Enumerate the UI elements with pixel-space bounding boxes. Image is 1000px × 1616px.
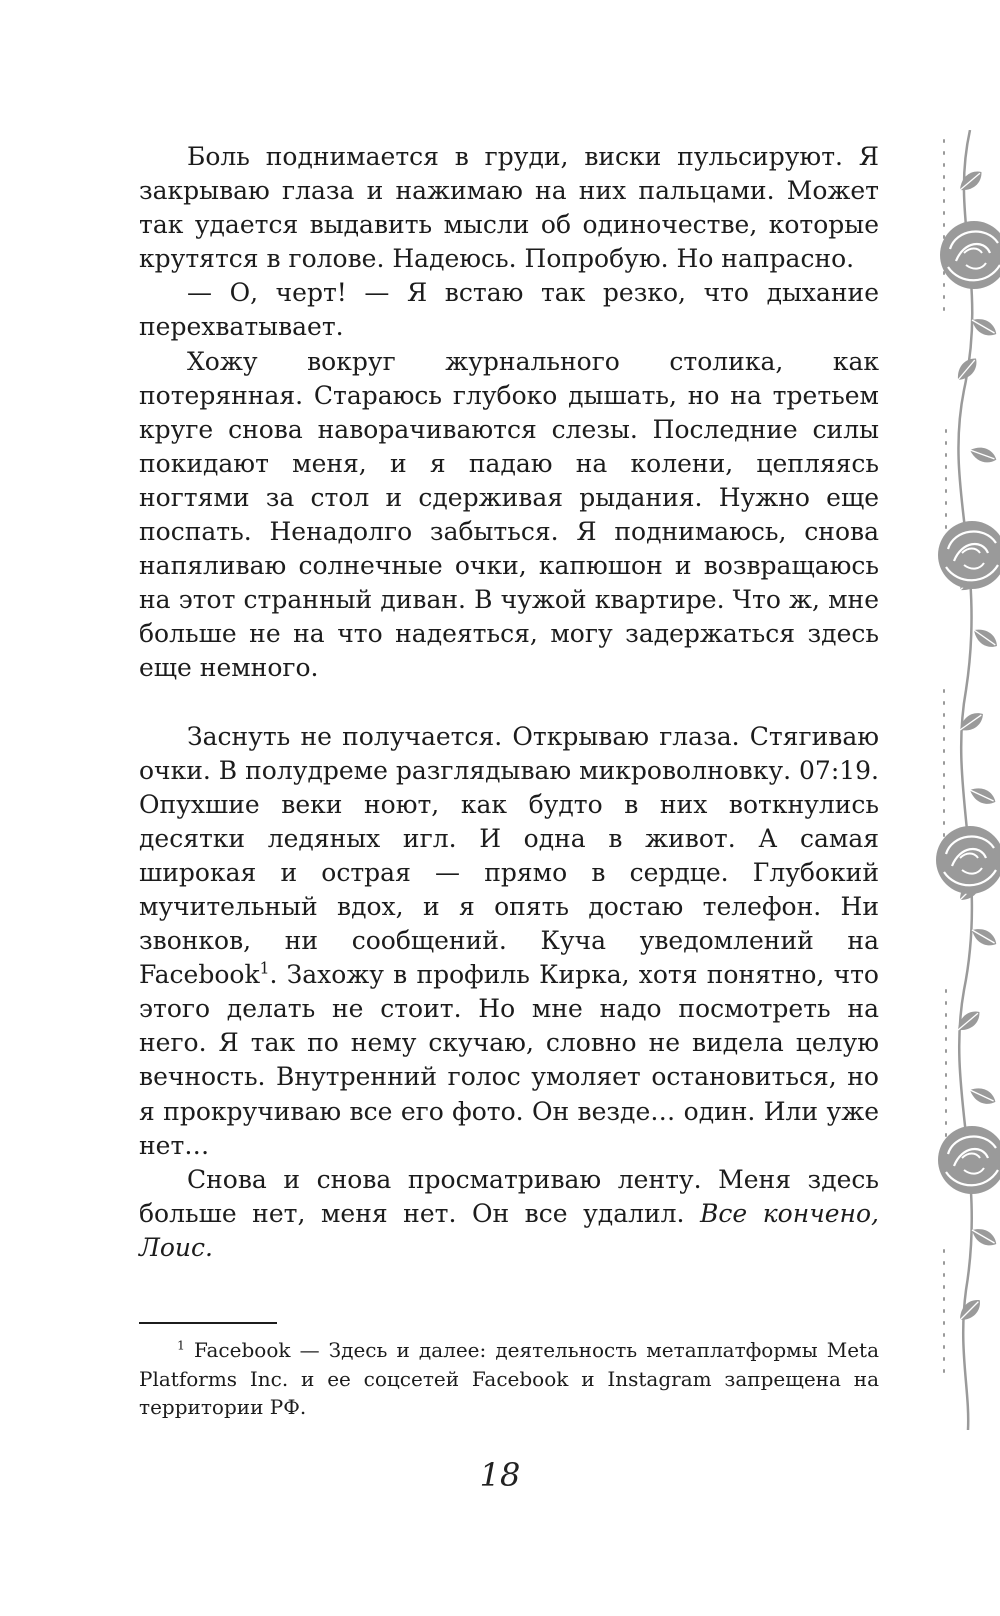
footnote-marker: 1 <box>177 1337 185 1353</box>
paragraph: — О, черт! — Я встаю так резко, что дыхание перехватывает. <box>139 278 879 342</box>
body-text <box>139 140 879 1265</box>
paragraph-text: Снова и снова просматриваю ленту. Меня здесь больше нет, меня нет. Он все удалил. <box>139 1164 879 1228</box>
footnote-divider <box>139 1322 277 1324</box>
paragraph-text: . Захожу в профиль Кирка, хотя понятно, что этого делать не стоит. Но мне надо посмотреть на него. Я так по нему скучаю, словно не видела целую вечность. Внутренний голос умоляет остановиться, но я прокручиваю все его фото. Он везде… один. Или уже нет… <box>139 960 879 1160</box>
footnote-ref: 1 <box>259 959 270 978</box>
paragraph <box>139 720 879 1163</box>
page-number: 18 <box>479 1456 521 1494</box>
paragraph: Хожу вокруг журнального столика, как потерянная. Стараюсь глубоко дышать, но на третьем круге снова наворачиваются слезы. Последние силы покидают меня, и я падаю на колени, цепляясь ногтями за стол и сдерживая рыдания. Нужно еще поспать. Ненадолго забыться. Я поднимаюсь, снова напяливаю солнечные очки, капюшон и возвращаюсь на этот странный диван. В чужой квартире. Что ж, мне больше не на что надеяться, могу задержаться здесь еще немного. <box>139 346 879 683</box>
paragraph <box>139 1163 879 1265</box>
rose-vine-icon <box>930 130 1000 1430</box>
footnote <box>139 1336 879 1422</box>
paragraph: Боль поднимается в груди, виски пульсируют. Я закрываю глаза и нажимаю на них пальцами. Может так удается выдавить мысли об одиночестве, которые крутятся в голове. Надеюсь. Попробую. Но напрасно. <box>139 142 879 274</box>
paragraph-text: Заснуть не получается. Открываю глаза. Стягиваю очки. В полудреме разглядываю микроволновку. 07:19. Опухшие веки ноют, как будто в них воткнулись десятки ледяных игл. И одна в живот. А самая широкая и острая — прямо в сердце. Глубокий мучительный вдох, и я опять достаю телефон. Ни звонков, ни сообщений. Куча уведомлений на Facebook <box>139 721 879 990</box>
italic-text: Все кончено, Лоис. <box>139 1198 880 1262</box>
footnote-text: Facebook — Здесь и далее: деятельность метаплатформы Meta Platforms Inc. и ее соцсетей Facebook и Instagram запрещена на территории РФ. <box>139 1338 879 1419</box>
